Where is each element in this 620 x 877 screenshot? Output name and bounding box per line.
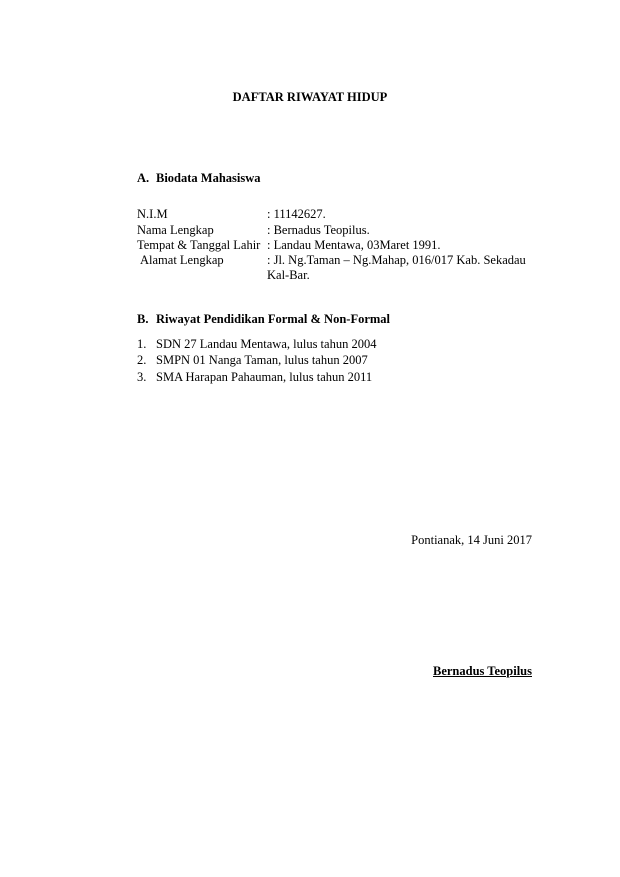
section-b-letter: B. <box>137 312 149 326</box>
section-b-heading <box>137 312 390 327</box>
bio-label-birth: Tempat & Tanggal Lahir <box>137 238 261 252</box>
education-item-text: SDN 27 Landau Mentawa, lulus tahun 2004 <box>156 337 377 351</box>
bio-label-nim: N.I.M <box>137 207 168 221</box>
education-item <box>137 370 372 385</box>
section-a-heading <box>137 171 261 186</box>
education-item <box>137 337 376 352</box>
bio-value-address: : Jl. Ng.Taman – Ng.Mahap, 016/017 Kab. Sekadau Kal-Bar. <box>267 253 526 282</box>
education-item <box>137 353 368 368</box>
document-title: DAFTAR RIWAYAT HIDUP <box>232 90 388 104</box>
section-a-title: Biodata Mahasiswa <box>156 171 261 185</box>
place-and-date: Pontianak, 14 Juni 2017 <box>411 533 532 547</box>
bio-label-address: Alamat Lengkap <box>140 253 224 267</box>
bio-value-birth: : Landau Mentawa, 03Maret 1991. <box>267 238 441 252</box>
section-b-title: Riwayat Pendidikan Formal & Non-Formal <box>156 312 391 326</box>
education-item-number: 2. <box>137 353 147 367</box>
signature-name: Bernadus Teopilus <box>432 664 532 678</box>
bio-value-name: : Bernadus Teopilus. <box>267 223 370 237</box>
bio-value-nim: : 11142627. <box>267 207 326 221</box>
education-item-number: 1. <box>137 337 147 351</box>
education-item-text: SMPN 01 Nanga Taman, lulus tahun 2007 <box>156 353 368 367</box>
section-a-letter: A. <box>137 171 150 185</box>
bio-label-name: Nama Lengkap <box>137 223 214 237</box>
education-item-number: 3. <box>137 370 147 384</box>
education-item-text: SMA Harapan Pahauman, lulus tahun 2011 <box>156 370 373 384</box>
